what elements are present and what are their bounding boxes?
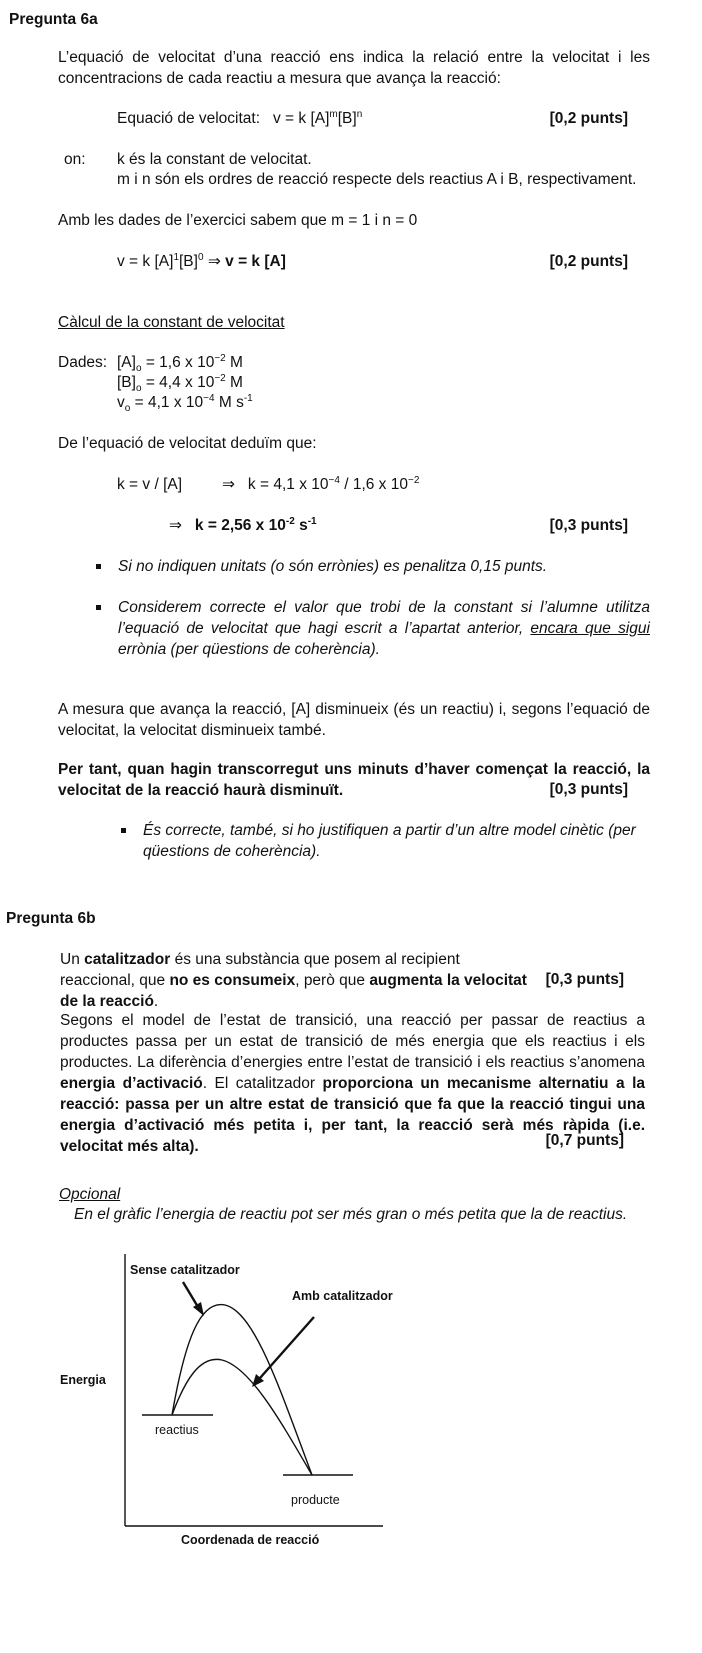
k-result xyxy=(169,516,317,537)
label-amb-catalitzador: Amb catalitzador xyxy=(292,1289,393,1303)
bullet-alt-model-text: És correcte, també, si ho justifiquen a partir d’un altre model cinètic (per qüestions de coherència). xyxy=(143,822,636,860)
p1-a: Un xyxy=(60,951,85,968)
order-n: n xyxy=(356,108,363,120)
p2-energia-activacio: energia d’activació xyxy=(60,1074,203,1092)
opcional-text: En el gràfic l’energia de reactiu pot ser més gran o més petita que la de reactius. xyxy=(74,1206,628,1223)
data-a0-exp: −2 xyxy=(214,352,226,364)
data-v0-exp: −4 xyxy=(203,392,215,404)
arrow-uncatalyzed xyxy=(183,1282,198,1307)
eq2-sup-0: 0 xyxy=(197,251,204,263)
k-calc-exp-2: −2 xyxy=(407,474,420,486)
implies-arrow: ⇒ xyxy=(207,253,221,270)
p1-augmenta: augmenta la velocitat de la reacció xyxy=(60,971,527,1010)
data-a0-unit: M xyxy=(225,354,243,371)
question-6b-title: Pregunta 6b xyxy=(6,910,96,927)
bullet-units-penalty xyxy=(118,557,650,578)
points-conclusion: [0,3 punts] xyxy=(549,781,628,798)
p1-g: . xyxy=(153,992,159,1010)
uncatalyzed-curve xyxy=(172,1305,312,1475)
bullet-coherence-text-a: Considerem correcte el valor que trobi de la constant si l’alumne utilitza l’equació de velocitat que hagi escrit a l’apartat anterior, xyxy=(118,599,650,637)
data-b0-value: = 4,4 x 10 xyxy=(141,374,215,391)
energy-diagram xyxy=(0,1250,702,1653)
eq2-part-b: [B] xyxy=(179,253,198,270)
data-b0-unit: M xyxy=(225,374,243,391)
k-result-unit: s xyxy=(294,517,308,534)
data-v0-value: = 4,1 x 10 xyxy=(130,394,204,411)
bullet-coherence-underlined: encara que sigui xyxy=(530,619,650,637)
label-sense-catalitzador: Sense catalitzador xyxy=(130,1263,240,1277)
k-calc-part-b: / 1,6 x 10 xyxy=(339,476,408,493)
label-reactius: reactius xyxy=(155,1423,199,1437)
k-calc-part-a: k = 4,1 x 10 xyxy=(247,476,329,493)
data-v0-unit-exp: -1 xyxy=(243,392,253,404)
data-a0-sub: o xyxy=(135,363,142,375)
arrow-uncatalyzed-head xyxy=(193,1302,204,1316)
rate-equation xyxy=(117,109,362,130)
eq2-sup-1: 1 xyxy=(173,251,179,263)
data-b0-sub: o xyxy=(135,383,142,395)
calc-heading: Càlcul de la constant de velocitat xyxy=(58,314,285,331)
p1-e: , però que xyxy=(295,971,370,989)
k-arrow: ⇒ xyxy=(222,476,235,493)
points-simplified: [0,2 punts] xyxy=(549,253,628,270)
catalyst-definition xyxy=(60,950,530,1013)
points-k-result: [0,3 punts] xyxy=(549,517,628,534)
order-m: m xyxy=(329,108,338,120)
k-result-exp: -2 xyxy=(285,515,295,527)
data-b0-exp: −2 xyxy=(214,372,226,384)
on-line-1: k és la constant de velocitat. xyxy=(117,151,312,168)
on-label: on: xyxy=(64,151,86,168)
question-6a-title: Pregunta 6a xyxy=(9,11,98,28)
k-result-value: k = 2,56 x 10 xyxy=(194,517,286,534)
data-v0-unit: M s xyxy=(214,394,244,411)
data-v0-sub: o xyxy=(124,403,131,415)
avanca-paragraph: A mesura que avança la reacció, [A] disminueix (és un reactiu) i, segons l’equació de velocitat, la velocitat disminueix també. xyxy=(58,701,650,739)
k-calculation xyxy=(222,475,419,496)
rate-equation-label: Equació de velocitat: xyxy=(117,110,261,127)
eq2-result: v = k [A] xyxy=(225,253,286,270)
dades-label: Dades: xyxy=(58,354,108,371)
rate-equation-b: [B] xyxy=(337,110,357,127)
bullet-marker xyxy=(96,564,101,569)
bullet-coherence xyxy=(118,598,650,661)
data-a0-value: = 1,6 x 10 xyxy=(141,354,215,371)
points-rate-equation: [0,2 punts] xyxy=(549,110,628,127)
rate-equation-v: v = k [A] xyxy=(272,110,330,127)
bullet-units-text: Si no indiquen unitats (o són errònies) es penalitza 0,15 punts. xyxy=(118,558,548,575)
k-result-unit-exp: -1 xyxy=(307,515,317,527)
deduim-text: De l’equació de velocitat deduïm que: xyxy=(58,435,317,452)
k-result-arrow: ⇒ xyxy=(169,517,182,534)
label-energia: Energia xyxy=(60,1373,106,1387)
data-v0 xyxy=(117,393,253,414)
data-v0-symbol: v xyxy=(117,394,125,411)
p2-c: . El catalitzador xyxy=(202,1074,323,1092)
bullet-coherence-text-b: errònia (per qüestions de coherència). xyxy=(118,640,380,658)
intro-paragraph: L’equació de velocitat d’una reacció ens indica la relació entre la velocitat i les concentracions de cada reactiu a mesura que avança la reacció: xyxy=(58,49,650,87)
conclusion-paragraph: Per tant, quan hagin transcorregut uns minuts d’haver començat la reacció, la velocitat de la reacció haurà disminuït. xyxy=(58,761,650,799)
bullet-alt-model xyxy=(143,821,643,863)
on-line-2: m i n són els ordres de reacció respecte dels reactius A i B, respectivament. xyxy=(117,171,637,188)
p1-catalitzador: catalitzador xyxy=(84,951,171,968)
p1-no-consumeix: no es consumeix xyxy=(169,971,296,989)
data-b0-symbol: [B] xyxy=(117,374,136,391)
eq2-part-a: v = k [A] xyxy=(117,253,174,270)
label-producte: producte xyxy=(291,1493,340,1507)
simplified-equation xyxy=(117,252,286,273)
data-a0-symbol: [A] xyxy=(117,354,136,371)
bullet-marker xyxy=(121,828,126,833)
bullet-marker xyxy=(96,605,101,610)
opcional-heading: Opcional xyxy=(59,1186,121,1203)
points-catalyst: [0,3 punts] xyxy=(545,971,624,988)
k-calc-exp-1: −4 xyxy=(328,474,340,486)
label-coordenada: Coordenada de reacció xyxy=(181,1533,320,1547)
p2-mecanisme: proporciona un mecanisme alternatiu a la reacció: passa per un altre estat de transició que fa que la reacció tingui una energia d’activació més petita i, per tant, la reacció serà més ràpida (i.e. velocitat més alta). xyxy=(60,1074,645,1155)
data-b0 xyxy=(117,373,243,394)
p1-c: és una substància que posem al recipient reaccional, que xyxy=(60,951,460,989)
arrow-catalyzed xyxy=(260,1317,314,1378)
orders-statement: Amb les dades de l’exercici sabem que m = 1 i n = 0 xyxy=(58,212,418,229)
points-transition: [0,7 punts] xyxy=(545,1132,624,1149)
data-a0 xyxy=(117,353,243,374)
k-equation: k = v / [A] xyxy=(117,476,183,493)
p2-a: Segons el model de l’estat de transició, una reacció per passar de reactius a productes passa per un estat de transició de més energia que els reactius i els productes. La diferència d’energies entre l’estat de transició i els reactius s’anomena xyxy=(60,1012,645,1071)
